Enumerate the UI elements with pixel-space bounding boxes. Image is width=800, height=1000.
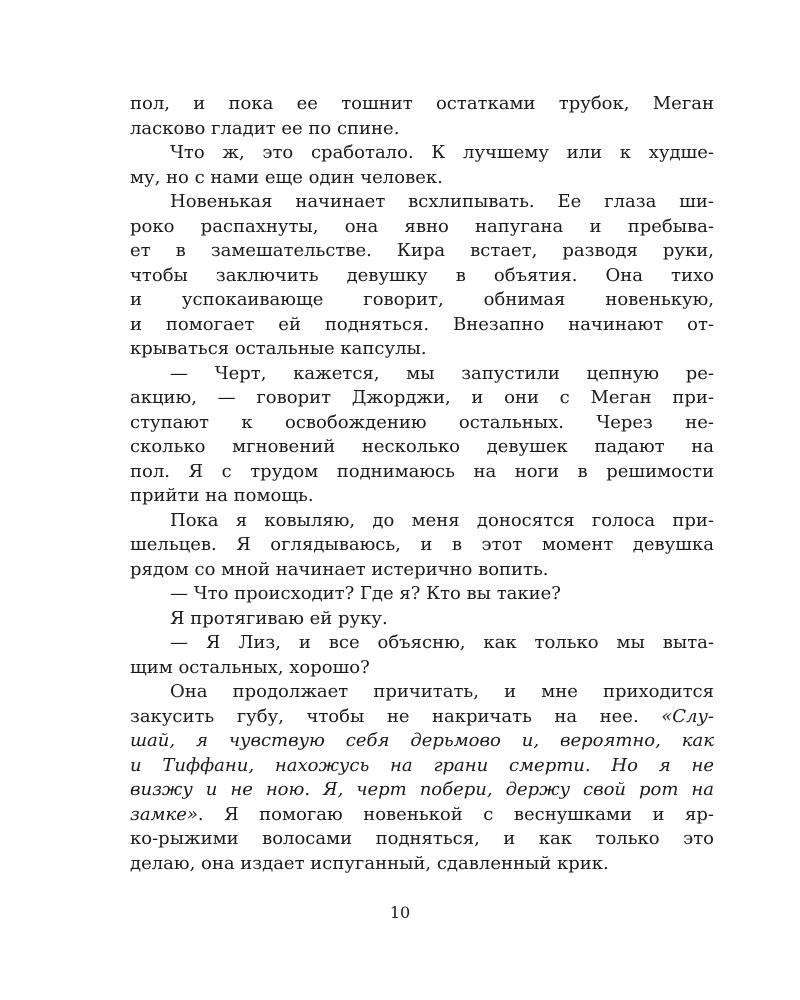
text-line: ласково гладит ее по спине. [130, 117, 400, 139]
text-line: Новенькая начинает всхлипывать. Ее глаза ши- [170, 191, 714, 212]
text-line: крываться остальные капсулы. [130, 338, 427, 359]
text-line: Она продолжает причитать, и мне приходится [170, 681, 714, 702]
text-line [130, 705, 714, 730]
text-line: ет в замешательстве. Кира встает, разводя руки, [130, 240, 714, 261]
text-line: рядом со мной начинает истерично вопить. [130, 558, 549, 580]
text-line: — Черт, кажется, мы запустили цепную ре- [170, 362, 714, 384]
text-line: шельцев. Я оглядываюсь, и в этот момент девушка [130, 534, 714, 555]
text-line: ко-рыжими волосами подняться, и как только это [130, 828, 714, 849]
text-line: и Тиффани, нахожусь на грани смерти. Но я не [130, 754, 714, 776]
text-line: Что ж, это сработало. К лучшему или к худше- [170, 142, 714, 163]
text-line: прийти на помощь. [130, 485, 314, 506]
text-line: пол. Я с трудом поднимаюсь на ноги в решимости [130, 460, 714, 482]
text-line: му, но с нами еще один человек. [130, 166, 443, 188]
text-line: и помогает ей подняться. Внезапно начинают от- [130, 313, 714, 335]
text-line: делаю, она издает испуганный, сдавленный крик. [130, 852, 609, 874]
italic-segment: «Слу- [661, 705, 714, 727]
text-line: шай, я чувствую себя дерьмово и, вероятно, как [130, 730, 714, 751]
text-segment: . Я помогаю новенькой с веснушками и яр- [197, 803, 714, 825]
text-line: и успокаивающе говорит, обнимая новенькую, [130, 289, 714, 310]
text-segment: закусить губу, чтобы не накричать на нее. [130, 705, 662, 727]
text-line: пол, и пока ее тошнит остатками трубок, Меган [130, 93, 714, 114]
text-line: сколько мгновений несколько девушек падают на [130, 436, 714, 457]
text-line: акцию, — говорит Джорджи, и они с Меган при- [130, 387, 714, 408]
text-line: — Что происходит? Где я? Кто вы такие? [170, 583, 561, 604]
text-line: щим остальных, хорошо? [130, 656, 370, 678]
italic-segment: замке» [130, 803, 198, 825]
text-line: чтобы заключить девушку в объятия. Она тихо [130, 264, 714, 286]
text-line: роко распахнуты, она явно напугана и пребыва- [130, 215, 714, 237]
page-number: 10 [389, 903, 411, 922]
text-line: — Я Лиз, и все объясню, как только мы выта- [170, 632, 714, 653]
text-line: ступают к освобождению остальных. Через не- [130, 411, 714, 433]
text-line: Я протягиваю ей руку. [170, 607, 388, 629]
text-line: визжу и не ною. Я, черт побери, держу свой рот на [130, 779, 714, 800]
text-line [130, 803, 714, 828]
text-line: Пока я ковыляю, до меня доносятся голоса при- [170, 509, 714, 531]
page-text [130, 92, 714, 876]
